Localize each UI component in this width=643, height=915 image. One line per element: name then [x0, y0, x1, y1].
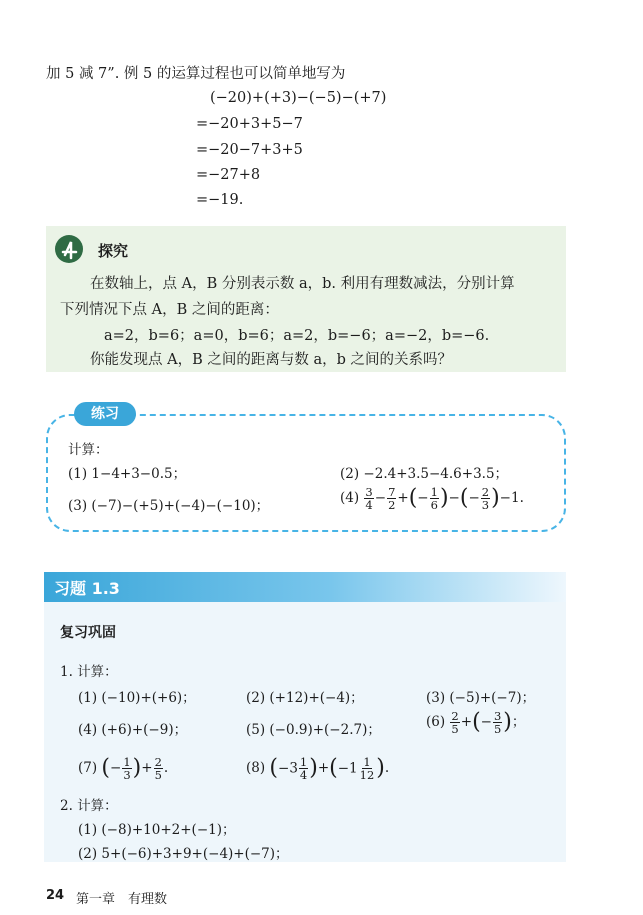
practice-item-fractions: (4) $\frac{3}{4}$ − $\frac{7}{2}$ +(− $\frac{1}{6}$ )−(− $\frac{2}{3}$ )−1. — [340, 485, 524, 512]
calc-line: =−20−7+3+5 — [196, 142, 303, 158]
question-label: 2. 计算： — [60, 798, 118, 814]
calc-line: =−20+3+5−7 — [196, 116, 303, 132]
fraction: $\frac{1}{12}$ — [359, 755, 375, 782]
fraction: $\frac{1}{4}$ — [299, 755, 308, 782]
explore-line: a=2，b=6；a=0，b=6；a=2，b=−6；a=−2，b=−6. — [104, 328, 490, 344]
intro-text: 加 5 减 7”. 例 5 的运算过程也可以简单地写为 — [46, 66, 346, 82]
explore-line: 在数轴上，点 A，B 分别表示数 a，b. 利用有理数减法，分别计算 — [90, 276, 515, 292]
exercise-title: 习题 1.3 — [54, 579, 120, 598]
explore-line: 下列情况下点 A，B 之间的距离： — [60, 302, 279, 318]
practice-item: (3) (−7)−(+5)+(−4)−(−10)； — [68, 498, 270, 514]
practice-title: 练习 — [74, 402, 136, 426]
fraction: $\frac{3}{5}$ — [493, 709, 502, 736]
exercise-item: (1) (−8)+10+2+(−1)； — [78, 822, 236, 838]
fraction: $\frac{2}{5}$ — [154, 755, 162, 782]
exercise-item-fractions: (7) (− $\frac{1}{3}$ )+ $\frac{2}{5}$ . — [78, 755, 169, 782]
chapter-title: 第一章 有理数 — [76, 892, 168, 907]
fraction: $\frac{1}{3}$ — [123, 755, 131, 782]
practice-prompt: 计算： — [68, 442, 109, 458]
practice-item: (2) −2.4+3.5−4.6+3.5； — [340, 466, 509, 482]
calc-line: =−27+8 — [196, 167, 261, 183]
exercise-item: (4) (+6)+(−9)； — [78, 722, 188, 738]
exercise-item: (5) (−0.9)+(−2.7)； — [246, 722, 381, 738]
exercise-item: (1) (−10)+(+6)； — [78, 690, 196, 706]
fraction: $\frac{2}{5}$ — [451, 709, 459, 736]
explore-box — [46, 226, 566, 372]
question-label: 1. 计算： — [60, 664, 118, 680]
exercise-header — [44, 572, 566, 602]
exercise-item-fractions: (8) (−3 $\frac{1}{4}$ )+(−1 $\frac{1}{12}$ ). — [246, 755, 390, 782]
fraction: $\frac{7}{2}$ — [388, 485, 396, 512]
fraction: $\frac{1}{6}$ — [430, 485, 438, 512]
section-title: 复习巩固 — [60, 625, 116, 641]
practice-item: (1) 1−4+3−0.5； — [68, 466, 187, 482]
calc-line: (−20)+(+3)−(−5)−(+7) — [210, 90, 387, 106]
fraction: $\frac{2}{3}$ — [481, 485, 490, 512]
explore-title: 探究 — [98, 242, 129, 260]
exercise-item: (2) 5+(−6)+3+9+(−4)+(−7)； — [78, 846, 289, 862]
exercise-item: (2) (+12)+(−4)； — [246, 690, 364, 706]
item-label: (4) — [340, 490, 360, 506]
explore-icon — [54, 234, 84, 264]
fraction: $\frac{3}{4}$ — [365, 485, 373, 512]
explore-line: 你能发现点 A，B 之间的距离与数 a，b 之间的关系吗？ — [90, 352, 452, 368]
exercise-item: (3) (−5)+(−7)； — [426, 690, 536, 706]
exercise-item-fractions: (6) $\frac{2}{5}$ +(− $\frac{3}{5}$ )； — [426, 709, 526, 736]
calc-line: =−19. — [196, 192, 244, 208]
page-number: 24 — [46, 888, 65, 903]
